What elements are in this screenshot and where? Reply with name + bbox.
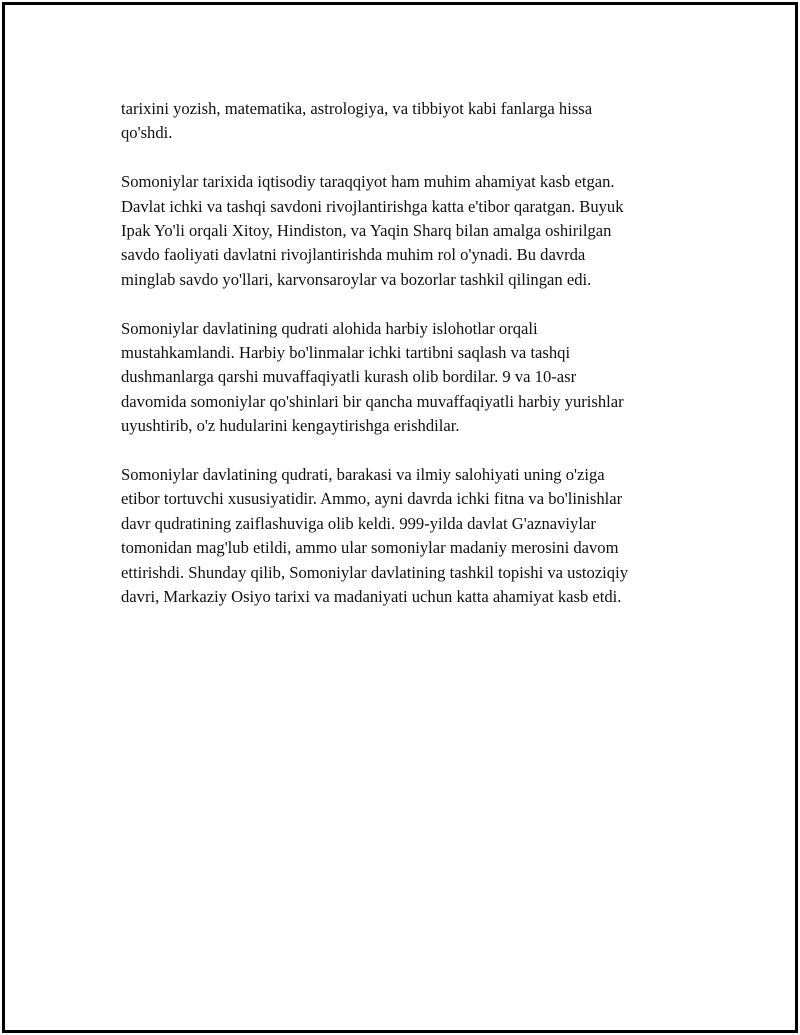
paragraph-2: Somoniylar tarixida iqtisodiy taraqqiyot ham muhim ahamiyat kasb etgan. Davlat ichki va tashqi savdoni rivojlantirishga katta e'tibor qaratgan. Buyuk Ipak Yo'li orqali Xitoy, Hindiston, va Yaqin Sharq bilan amalga oshirilgan savdo faoliyati davlatni rivojlantirishda muhim rol o'ynadi. Bu davrda minglab savdo yo'llari, karvonsaroylar va bozorlar tashkil qilingan edi. — [121, 172, 624, 289]
paragraph-4: Somoniylar davlatining qudrati, barakasi va ilmiy salohiyati uning o'ziga etibor tortuvchi xususiyatidir. Ammo, ayni davrda ichki fitna va bo'linishlar davr qudratining zaiflashuviga olib keldi. 999-yilda davlat G'aznaviylar tomonidan mag'lub etildi, ammo ular somoniylar madaniy merosini davom ettirishdi. Shunday qilib, Somoniylar davlatining tashkil topishi va ustoziqiy davri, Markaziy Osiyo tarixi va madaniyati uchun katta ahamiyat kasb etdi. — [121, 465, 629, 607]
page-content — [121, 97, 696, 634]
page-frame — [2, 2, 798, 1033]
paragraph-1: tarixini yozish, matematika, astrologiya, va tibbiyot kabi fanlarga hissa qo'shdi. — [121, 99, 593, 143]
paragraph-3: Somoniylar davlatining qudrati alohida harbiy islohotlar orqali mustahkamlandi. Harbiy bo'linmalar ichki tartibni saqlash va tashqi dushmanlarga qarshi muvaffaqiyatli kurash olib bordilar. 9 va 10-asr davomida somoniylar qo'shinlari bir qancha muvaffaqiyatli harbiy yurishlar uyushtirib, o'z hudularini kengaytirishga erishdilar. — [121, 318, 624, 436]
